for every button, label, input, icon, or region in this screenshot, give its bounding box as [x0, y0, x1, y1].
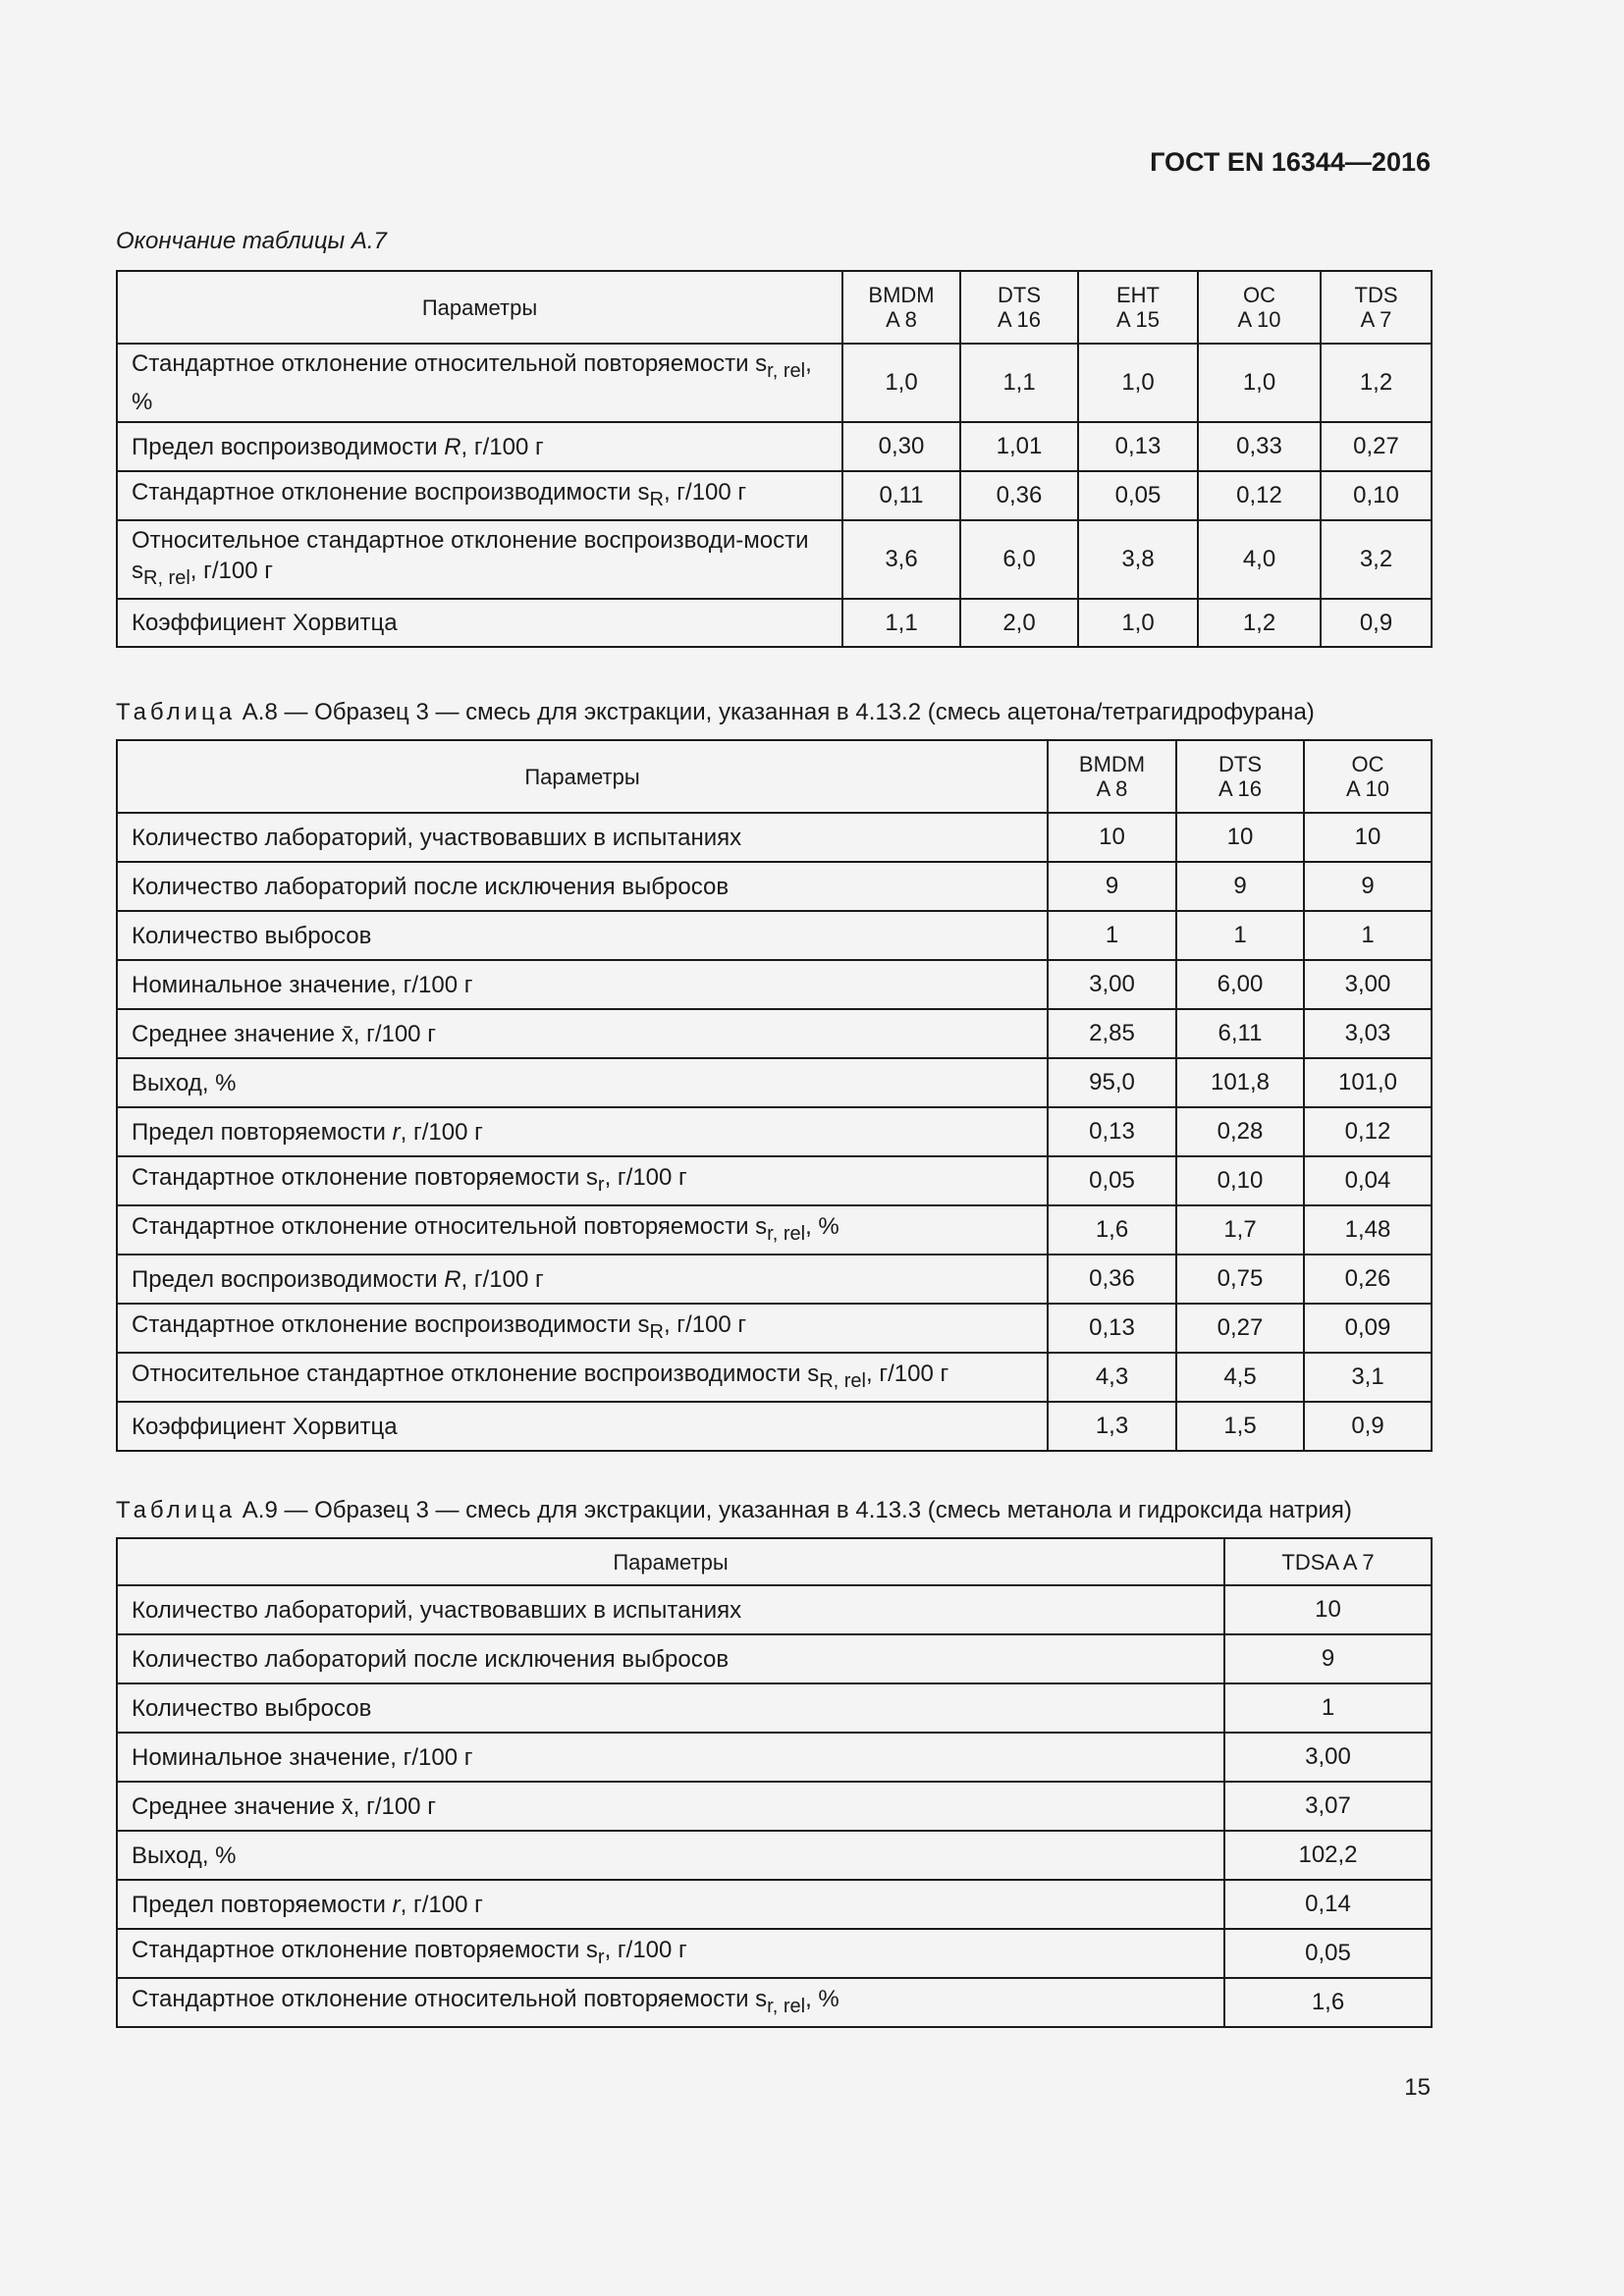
- cell-value: 0,26: [1304, 1255, 1432, 1304]
- cell-value: 1,6: [1048, 1205, 1176, 1255]
- row-label: Номинальное значение, г/100 г: [117, 960, 1048, 1009]
- cell-value: 0,28: [1176, 1107, 1304, 1156]
- cell-value: 9: [1176, 862, 1304, 911]
- table-row: [117, 1058, 1432, 1107]
- cell-value: 10: [1048, 813, 1176, 862]
- row-label: Количество лабораторий, участвовавших в испытаниях: [117, 813, 1048, 862]
- row-label: Коэффициент Хорвитца: [117, 599, 842, 647]
- column-header: EHT A 15: [1078, 271, 1198, 344]
- table-header-row: [117, 271, 1432, 344]
- table-row: [117, 1353, 1432, 1402]
- row-label: Стандартное отклонение повторяемости $s_r$, г/100 г: [117, 1929, 1224, 1978]
- table-row: [117, 1205, 1432, 1255]
- cell-value: 1: [1176, 911, 1304, 960]
- cell-value: 0,33: [1198, 422, 1321, 471]
- cell-value: 6,11: [1176, 1009, 1304, 1058]
- table-row: [117, 1156, 1432, 1205]
- cell-value: 10: [1224, 1585, 1432, 1634]
- table-a8-caption: Таблица А.8 — Образец 3 — смесь для экстракции, указанная в 4.13.2 (смесь ацетона/тетрагидрофурана): [116, 699, 1315, 725]
- column-header: DTS A 16: [960, 271, 1078, 344]
- cell-value: 4,0: [1198, 520, 1321, 599]
- cell-value: 3,03: [1304, 1009, 1432, 1058]
- table-row: [117, 599, 1432, 647]
- cell-value: 1: [1304, 911, 1432, 960]
- cell-value: 10: [1304, 813, 1432, 862]
- cell-value: 0,12: [1304, 1107, 1432, 1156]
- row-label: Количество выбросов: [117, 1683, 1224, 1733]
- cell-value: 1,2: [1321, 344, 1432, 422]
- table-row: [117, 1733, 1432, 1782]
- column-header: DTS A 16: [1176, 740, 1304, 813]
- cell-value: 3,2: [1321, 520, 1432, 599]
- document-code: ГОСТ EN 16344—2016: [1150, 147, 1431, 177]
- table-row: [117, 1107, 1432, 1156]
- column-header: OC A 10: [1304, 740, 1432, 813]
- cell-value: 1,0: [1198, 344, 1321, 422]
- cell-value: 0,30: [842, 422, 960, 471]
- table-row: [117, 1880, 1432, 1929]
- cell-value: 9: [1048, 862, 1176, 911]
- cell-value: 3,1: [1304, 1353, 1432, 1402]
- cell-value: 3,00: [1304, 960, 1432, 1009]
- table-row: [117, 1831, 1432, 1880]
- table-row: [117, 1304, 1432, 1353]
- table-row: [117, 471, 1432, 520]
- row-label: Стандартное отклонение относительной повторяемости $s_{r, rel}$, %: [117, 1978, 1224, 2027]
- cell-value: 1,7: [1176, 1205, 1304, 1255]
- cell-value: 4,5: [1176, 1353, 1304, 1402]
- cell-value: 1,3: [1048, 1402, 1176, 1451]
- cell-value: 1,48: [1304, 1205, 1432, 1255]
- cell-value: 101,0: [1304, 1058, 1432, 1107]
- row-label: Стандартное отклонение относительной повторяемости $s_{r, rel}$, %: [117, 1205, 1048, 1255]
- row-label: Коэффициент Хорвитца: [117, 1402, 1048, 1451]
- table-a9: [116, 1537, 1433, 2028]
- column-header: TDS A 7: [1321, 271, 1432, 344]
- table-row: [117, 1585, 1432, 1634]
- cell-value: 3,07: [1224, 1782, 1432, 1831]
- table-row: [117, 422, 1432, 471]
- cell-value: 0,9: [1304, 1402, 1432, 1451]
- row-label: Количество лабораторий, участвовавших в испытаниях: [117, 1585, 1224, 1634]
- cell-value: 0,36: [1048, 1255, 1176, 1304]
- row-label: Стандартное отклонение относительной повторяемости $s_{r, rel}$, %: [117, 344, 842, 422]
- table-row: [117, 1402, 1432, 1451]
- cell-value: 3,00: [1224, 1733, 1432, 1782]
- column-header: BMDM A 8: [1048, 740, 1176, 813]
- table-a8: [116, 739, 1433, 1452]
- table-row: [117, 344, 1432, 422]
- table-row: [117, 520, 1432, 599]
- column-header: BMDM A 8: [842, 271, 960, 344]
- table-header-row: [117, 740, 1432, 813]
- cell-value: 0,10: [1321, 471, 1432, 520]
- cell-value: 102,2: [1224, 1831, 1432, 1880]
- cell-value: 1,0: [1078, 344, 1198, 422]
- table-row: [117, 1634, 1432, 1683]
- row-label: Предел повторяемости r, г/100 г: [117, 1880, 1224, 1929]
- cell-value: 2,0: [960, 599, 1078, 647]
- row-label: Относительное стандартное отклонение воспроизводи-мости $s_{R, rel}$, г/100 г: [117, 520, 842, 599]
- row-label: Количество лабораторий после исключения выбросов: [117, 862, 1048, 911]
- cell-value: 1,1: [960, 344, 1078, 422]
- table-row: [117, 1683, 1432, 1733]
- table-row: [117, 813, 1432, 862]
- cell-value: 101,8: [1176, 1058, 1304, 1107]
- row-label: Выход, %: [117, 1058, 1048, 1107]
- row-label: Номинальное значение, г/100 г: [117, 1733, 1224, 1782]
- table-row: [117, 1255, 1432, 1304]
- cell-value: 0,11: [842, 471, 960, 520]
- cell-value: 0,13: [1048, 1304, 1176, 1353]
- row-label: Стандартное отклонение воспроизводимости $s_R$, г/100 г: [117, 471, 842, 520]
- table-row: [117, 1009, 1432, 1058]
- cell-value: 1,6: [1224, 1978, 1432, 2027]
- cell-value: 0,36: [960, 471, 1078, 520]
- cell-value: 0,09: [1304, 1304, 1432, 1353]
- cell-value: 1,5: [1176, 1402, 1304, 1451]
- cell-value: 4,3: [1048, 1353, 1176, 1402]
- row-label: Предел повторяемости r, г/100 г: [117, 1107, 1048, 1156]
- row-label: Выход, %: [117, 1831, 1224, 1880]
- cell-value: 0,75: [1176, 1255, 1304, 1304]
- cell-value: 1,01: [960, 422, 1078, 471]
- cell-value: 1,1: [842, 599, 960, 647]
- cell-value: 3,6: [842, 520, 960, 599]
- table-a9-caption: Таблица А.9 — Образец 3 — смесь для экстракции, указанная в 4.13.3 (смесь метанола и гидроксида натрия): [116, 1497, 1352, 1523]
- cell-value: 0,14: [1224, 1880, 1432, 1929]
- cell-value: 0,9: [1321, 599, 1432, 647]
- cell-value: 95,0: [1048, 1058, 1176, 1107]
- row-label: Предел воспроизводимости R, г/100 г: [117, 1255, 1048, 1304]
- table-row: [117, 911, 1432, 960]
- cell-value: 3,00: [1048, 960, 1176, 1009]
- cell-value: 0,05: [1078, 471, 1198, 520]
- page-number: 15: [1404, 2074, 1431, 2101]
- table-header-row: [117, 1538, 1432, 1585]
- table-row: [117, 960, 1432, 1009]
- cell-value: 0,10: [1176, 1156, 1304, 1205]
- column-header: OC A 10: [1198, 271, 1321, 344]
- param-header: Параметры: [117, 1538, 1224, 1585]
- row-label: Стандартное отклонение воспроизводимости $s_R$, г/100 г: [117, 1304, 1048, 1353]
- cell-value: 0,13: [1078, 422, 1198, 471]
- cell-value: 10: [1176, 813, 1304, 862]
- column-header: TDSA A 7: [1224, 1538, 1432, 1585]
- table-a7: [116, 270, 1433, 648]
- cell-value: 1,2: [1198, 599, 1321, 647]
- cell-value: 0,05: [1048, 1156, 1176, 1205]
- cell-value: 0,27: [1321, 422, 1432, 471]
- cell-value: 1: [1224, 1683, 1432, 1733]
- param-header: Параметры: [117, 740, 1048, 813]
- cell-value: 9: [1304, 862, 1432, 911]
- cell-value: 6,00: [1176, 960, 1304, 1009]
- cell-value: 0,13: [1048, 1107, 1176, 1156]
- row-label: Среднее значение x̄, г/100 г: [117, 1782, 1224, 1831]
- param-header: Параметры: [117, 271, 842, 344]
- cell-value: 2,85: [1048, 1009, 1176, 1058]
- row-label: Относительное стандартное отклонение воспроизводимости $s_{R, rel}$, г/100 г: [117, 1353, 1048, 1402]
- cell-value: 1,0: [842, 344, 960, 422]
- row-label: Количество лабораторий после исключения выбросов: [117, 1634, 1224, 1683]
- cell-value: 0,04: [1304, 1156, 1432, 1205]
- row-label: Среднее значение x̄, г/100 г: [117, 1009, 1048, 1058]
- cell-value: 9: [1224, 1634, 1432, 1683]
- cell-value: 3,8: [1078, 520, 1198, 599]
- cell-value: 0,12: [1198, 471, 1321, 520]
- table-row: [117, 1929, 1432, 1978]
- row-label: Количество выбросов: [117, 911, 1048, 960]
- cell-value: 0,05: [1224, 1929, 1432, 1978]
- cell-value: 6,0: [960, 520, 1078, 599]
- table-row: [117, 1782, 1432, 1831]
- table-a7-caption: Окончание таблицы А.7: [116, 228, 387, 254]
- cell-value: 0,27: [1176, 1304, 1304, 1353]
- cell-value: 1: [1048, 911, 1176, 960]
- cell-value: 1,0: [1078, 599, 1198, 647]
- row-label: Предел воспроизводимости R, г/100 г: [117, 422, 842, 471]
- row-label: Стандартное отклонение повторяемости $s_r$, г/100 г: [117, 1156, 1048, 1205]
- table-row: [117, 1978, 1432, 2027]
- table-row: [117, 862, 1432, 911]
